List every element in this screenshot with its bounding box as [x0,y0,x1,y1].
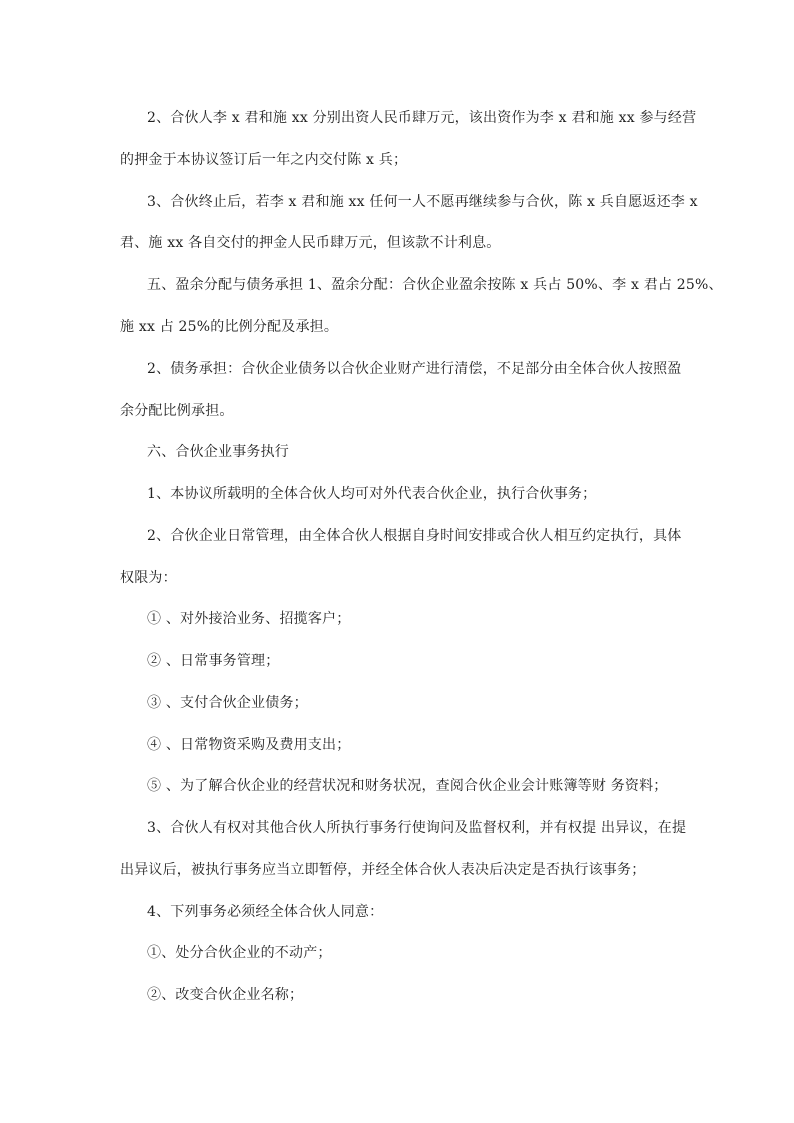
paragraph-line: 出异议后，被执行事务应当立即暂停，并经全体合伙人表决后决定是否执行该事务； [120,862,646,878]
paragraph-line: 4、下列事务必须经全体合伙人同意： [147,904,384,920]
list-item: ② 、日常事务管理； [147,653,280,669]
list-item: ⑤ 、为了解合伙企业的经营状况和财务状况，查阅合伙企业会计账簿等财 务资料； [147,778,668,794]
paragraph-line: 3、合伙终止后，若李 x 君和施 xx 任何一人不愿再继续参与合伙，陈 x 兵自愿返还李 x [147,194,698,210]
paragraph-line: 2、债务承担：合伙企业债务以合伙企业财产进行清偿，不足部分由全体合伙人按照盈 [147,361,682,377]
list-item: ① 、对外接洽业务、招揽客户； [147,611,351,627]
list-item: ①、处分合伙企业的不动产； [147,945,332,961]
paragraph-line: 君、施 xx 各自交付的押金人民币肆万元，但该款不计利息。 [120,235,501,251]
paragraph-line: 施 xx 占 25%的比例分配及承担。 [120,319,339,335]
section-heading-line: 五、盈余分配与债务承担 1、盈余分配：合伙企业盈余按陈 x 兵占 50%、李 x 君占 25%、 [147,277,723,293]
paragraph-line: 余分配比例承担。 [120,403,234,419]
paragraph-line: 1、本协议所载明的全体合伙人均可对外代表合伙企业，执行合伙事务； [147,486,597,502]
paragraph-line: 3、合伙人有权对其他合伙人所执行事务行使询问及监督权利，并有权提 出异议，在提 [147,820,687,836]
list-item: ④ 、日常物资采购及费用支出； [147,737,351,753]
paragraph-line: 权限为： [120,570,177,586]
list-item: ③ 、支付合伙企业债务； [147,695,308,711]
list-item: ②、改变合伙企业名称； [147,987,304,1003]
paragraph-line: 2、合伙人李 x 君和施 xx 分别出资人民币肆万元，该出资作为李 x 君和施 xx 参与经营 [147,110,697,126]
section-heading: 六、合伙企业事务执行 [147,444,289,460]
paragraph-line: 2、合伙企业日常管理，由全体合伙人根据自身时间安排或合伙人相互约定执行，具体 [147,528,682,544]
paragraph-line: 的押金于本协议签订后一年之内交付陈 x 兵； [120,152,408,168]
